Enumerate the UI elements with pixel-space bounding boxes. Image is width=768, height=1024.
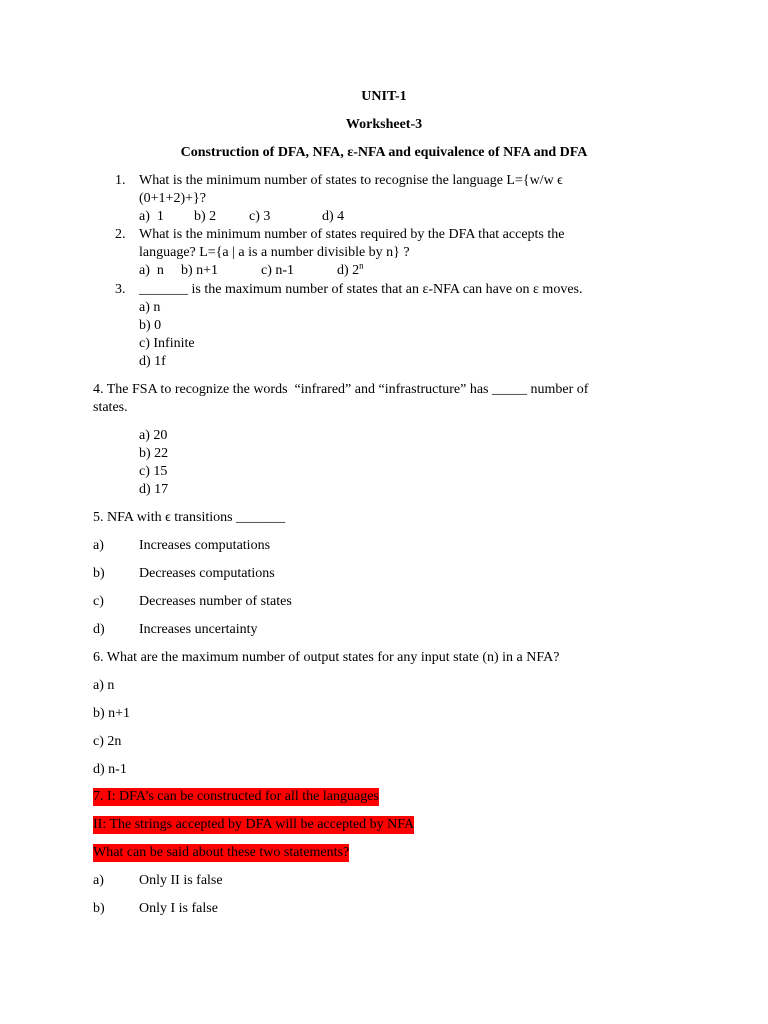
option-text: Only I is false bbox=[139, 901, 218, 916]
option-text: Increases uncertainty bbox=[139, 622, 258, 637]
option-c: c) 15 bbox=[139, 464, 168, 479]
superscript-n: n bbox=[359, 260, 364, 271]
question-number: 3. bbox=[115, 282, 126, 297]
worksheet-title: Construction of DFA, NFA, ε-NFA and equivalence of NFA and DFA bbox=[180, 145, 588, 160]
option-c: c) Infinite bbox=[139, 336, 195, 351]
option-letter: a) bbox=[93, 873, 104, 888]
option-c: c) 3 bbox=[249, 209, 271, 224]
highlighted-question: What can be said about these two statements? bbox=[93, 845, 350, 860]
option-letter: b) bbox=[93, 566, 105, 581]
question-number: 2. bbox=[115, 227, 126, 242]
question-text: _______ is the maximum number of states that an ε-NFA can have on ε moves. bbox=[139, 282, 583, 297]
option-d: d) 2$^n$ bbox=[337, 260, 364, 278]
unit-heading: UNIT-1 bbox=[361, 89, 407, 104]
option-a: a) n bbox=[139, 263, 164, 278]
question-text: 4. The FSA to recognize the words “infrared” and “infrastructure” has _____ number of bbox=[93, 382, 589, 397]
option-d: d) n-1 bbox=[93, 762, 127, 777]
option-text: Decreases computations bbox=[139, 566, 275, 581]
option-d: d) 17 bbox=[139, 482, 169, 497]
option-letter: b) bbox=[93, 901, 105, 916]
option-text: Decreases number of states bbox=[139, 594, 292, 609]
option-a: a) 1 bbox=[139, 209, 164, 224]
option-a: a) n bbox=[139, 300, 161, 315]
question-text: 5. NFA with ϵ transitions _______ bbox=[93, 510, 286, 525]
question-text: What is the minimum number of states required by the DFA that accepts the bbox=[139, 227, 565, 242]
option-text: Increases computations bbox=[139, 538, 271, 553]
option-b: b) 22 bbox=[139, 446, 169, 461]
option-letter: d) bbox=[93, 622, 105, 637]
option-c: c) 2n bbox=[93, 734, 122, 749]
option-b: b) 2 bbox=[194, 209, 217, 224]
question-text: states. bbox=[93, 400, 128, 415]
question-text: 6. What are the maximum number of output states for any input state (n) in a NFA? bbox=[93, 650, 560, 665]
question-text: What is the minimum number of states to recognise the language L={w/w ϵ bbox=[139, 173, 563, 188]
option-c: c) n-1 bbox=[261, 263, 295, 278]
option-text: Only II is false bbox=[139, 873, 223, 888]
question-text: language? L={a | a is a number divisible by n} ? bbox=[139, 245, 410, 260]
option-b: b) n+1 bbox=[93, 706, 131, 721]
worksheet-heading: Worksheet-3 bbox=[345, 117, 423, 132]
option-letter: c) bbox=[93, 594, 104, 609]
option-d: d) 1f bbox=[139, 354, 166, 369]
question-number: 1. bbox=[115, 173, 126, 188]
question-text: (0+1+2)+}? bbox=[139, 191, 206, 206]
option-b: b) n+1 bbox=[181, 263, 219, 278]
option-a: a) 20 bbox=[139, 428, 168, 443]
option-a: a) n bbox=[93, 678, 115, 693]
highlighted-statement: 7. I: DFA’s can be constructed for all the languages bbox=[93, 789, 379, 804]
option-b: b) 0 bbox=[139, 318, 162, 333]
highlighted-statement: II: The strings accepted by DFA will be accepted by NFA bbox=[93, 817, 415, 832]
option-d: d) 4 bbox=[322, 209, 345, 224]
option-letter: a) bbox=[93, 538, 104, 553]
